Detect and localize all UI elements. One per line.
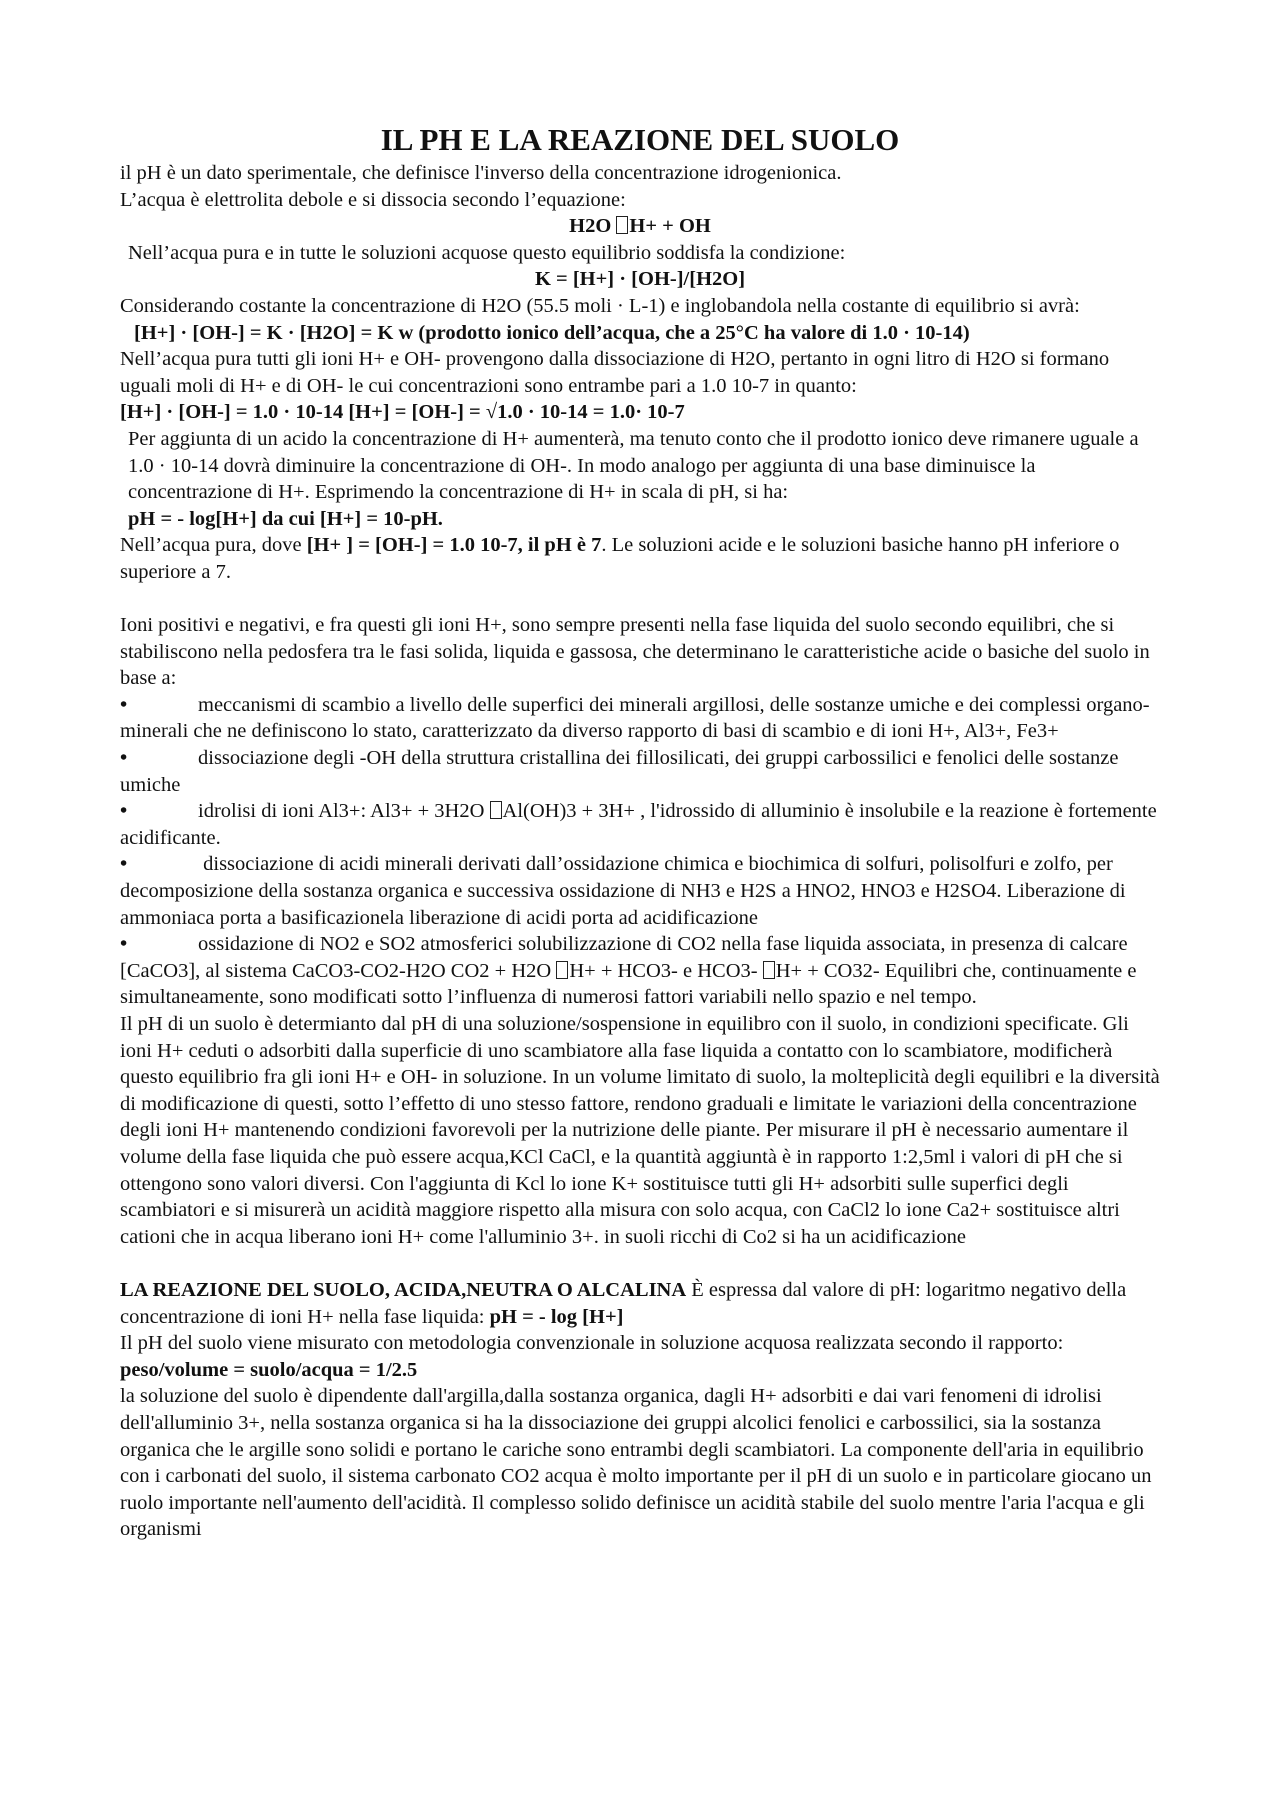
bullet-item-dissociation	[120, 745, 1160, 798]
intro-line-7-bold: [H+ ] = [OH-] = 1.0 10-7, il pH è 7	[306, 534, 602, 557]
bullet-text-start: idrolisi di ioni Al3+: Al3+ + 3H2O	[198, 800, 490, 823]
intro-line-7	[120, 532, 1160, 585]
bullet-text: meccanismi di scambio a livello delle superfici dei minerali argillosi, delle sostanze umiche e dei complessi organo-minerali che ne definiscono lo stato, caratterizzato da diverso rapporto di basi di scambio e di ioni H+, Al3+, Fe3+	[120, 693, 1150, 743]
equation-constant: K = [H+] · [OH-]/[H2O]	[534, 268, 746, 291]
bullet-text-middle: H+ + HCO3- e HCO3-	[569, 959, 763, 982]
intro-line-4: Considerando costante la concentrazione di H2O (55.5 moli · L-1) e inglobandola nella costante di equilibrio si avrà:	[120, 294, 1080, 317]
spacer	[120, 586, 1160, 613]
document-page	[120, 120, 1160, 1543]
equation-dissociation	[120, 213, 1160, 240]
bullet-icon: •	[120, 853, 128, 876]
equilibrium-arrow-icon	[763, 961, 775, 979]
bullet-text-end: Al(OH)3 + 3H+ , l'idrossido di alluminio è insolubile e la reazione è fortemente acidificante.	[120, 800, 1157, 849]
intro-line-1: il pH è un dato sperimentale, che definisce l'inverso della concentrazione idrogenionica.	[120, 162, 842, 184]
intro-line-7-start: Nell’acqua pura, dove	[120, 534, 307, 557]
spacer	[120, 1250, 1160, 1277]
equation-right: H+ + OH	[629, 215, 711, 238]
ratio-formula: peso/volume = suolo/acqua = 1/2.5	[120, 1358, 418, 1381]
intro-line-6: Per aggiunta di un acido la concentrazione di H+ aumenterà, ma tenuto conto che il prodotto ionico deve rimanere uguale a 1.0 · 10-14 dovrà diminuire la concentrazione di OH-. In modo analogo per aggiunta di una base diminuisce la concentrazione di H+. Esprimendo la concentrazione di H+ in scala di pH, si ha:	[128, 427, 1139, 504]
bullet-icon: •	[120, 800, 128, 823]
bullet-icon: •	[120, 693, 128, 716]
bullet-text: dissociazione di acidi minerali derivati dall’ossidazione chimica e biochimica di solfuri, polisolfuri e zolfo, per decomposizione della sostanza organica e successiva ossidazione di NH3 e H2S a HNO2, HNO3 e H2SO4. Liberazione di ammoniaca porta a basificazionela liberazione di acidi porta ad acidificazione	[120, 853, 1126, 929]
intro-line-7-end: . Le soluzioni acide e le soluzioni basiche hanno pH inferiore o superiore a 7.	[120, 534, 1120, 583]
equation-left: H2O	[569, 215, 612, 238]
equation-neutral: [H+] · [OH-] = 1.0 · 10-14 [H+] = [OH-] = √1.0 · 10-14 = 1.0· 10-7	[120, 401, 685, 424]
bullet-text-end: H+ + CO32- Equilibri che, continuamente e simultaneamente, sono modificati sotto l’influenza di numerosi fattori variabili nello spazio e nel tempo.	[120, 959, 1137, 1009]
section-heading: LA REAZIONE DEL SUOLO, ACIDA,NEUTRA O ALCALINA	[120, 1278, 687, 1301]
ratio-paragraph	[120, 1330, 1160, 1383]
bullet-text: dissociazione degli -OH della struttura cristallina dei fillosilicati, dei gruppi carbossilici e fenolici delle sostanze umiche	[120, 747, 1119, 796]
intro-line-3: Nell’acqua pura e in tutte le soluzioni acquose questo equilibrio soddisfa la condizione:	[128, 241, 846, 264]
equilibrium-arrow-icon	[556, 961, 568, 979]
bullet-item-hydrolysis	[120, 798, 1160, 851]
equation-kw: [H+] · [OH-] = K · [H2O] = K w (prodotto ionico dell’acqua, che a 25°C ha valore di 1.0 · 10-14)	[134, 321, 970, 344]
bullet-icon: •	[120, 747, 128, 770]
soil-solution-paragraph: la soluzione del suolo è dipendente dall'argilla,dalla sostanza organica, dagli H+ adsorbiti e dai vari fenomeni di idrolisi dell'alluminio 3+, nella sostanza organica si ha la dissociazione dei gruppi alcolici fenolici e carbossilici, sia la sostanza organica che le argille sono solidi e portano le cariche sono entrambi degli scambiatori. La componente dell'aria in equilibrio con i carbonati del suolo, il sistema carbonato CO2 acqua è molto importante per il pH di un suolo e in particolare giocano un ruolo importante nell'aumento dell'acidità. Il complesso solido definisce un acidità stabile del suolo mentre l'aria l'acqua e gli organismi	[120, 1385, 1152, 1541]
ph-formula: pH = - log [H+]	[489, 1305, 624, 1328]
reaction-paragraph	[120, 1277, 1160, 1330]
equilibrium-arrow-icon	[616, 216, 628, 234]
bullet-item-exchange	[120, 692, 1160, 745]
equilibrium-arrow-icon	[490, 801, 502, 819]
ph-measurement-paragraph: Il pH di un suolo è determianto dal pH di una soluzione/sospensione in equilibro con il suolo, in condizioni specificate. Gli ioni H+ ceduti o adsorbiti dalla superficie di uno scambiatore alla fase liquida a contatto con lo scambiatore, modificherà questo equilibrio fra gli ioni H+ e OH- in soluzione. In un volume limitato di suolo, la molteplicità degli equilibri e la diversità di modificazione di questi, sotto l’effetto di uno stesso fattore, rendono graduali e limitate le variazioni della concentrazione degli ioni H+ mantenendo condizioni favorevoli per la nutrizione delle piante. Per misurare il pH è necessario aumentare il volume della fase liquida che può essere acqua,KCl CaCl, e la quantità aggiuntà è in rapporto 1:2,5ml i valori di pH che si ottengono sono valori diversi. Con l'aggiunta di Kcl lo ione K+ sostituisce tutti gli H+ adsorbiti sulle superfici degli scambiatori e si misurerà un acidità maggiore rispetto alla misura con solo acqua, con CaCl2 lo ione Ca2+ sostituisce altri cationi che in acqua liberano ioni H+ come l'alluminio 3+. in suoli ricchi di Co2 si ha un acidificazione	[120, 1013, 1160, 1248]
bullet-item-oxidation	[120, 931, 1160, 1011]
document-title: IL PH E LA REAZIONE DEL SUOLO	[380, 122, 900, 157]
bullet-text-start: ossidazione di NO2 e SO2 atmosferici solubilizzazione di CO2 nella fase liquida associata, in presenza di calcare [CaCO3], al sistema CaCO3-CO2-H2O CO2 + H2O	[120, 933, 1128, 982]
bullet-item-acids	[120, 851, 1160, 931]
ions-intro: Ioni positivi e negativi, e fra questi gli ioni H+, sono sempre presenti nella fase liquida del suolo secondo equilibri, che si stabiliscono nella pedosfera tra le fasi solida, liquida e gassosa, che determinano le caratteristiche acide o basiche del suolo in base a:	[120, 614, 1150, 690]
bullet-icon: •	[120, 933, 128, 956]
reaction-text: È espressa dal valore di pH: logaritmo negativo della concentrazione di ioni H+ nella fase liquida:	[120, 1278, 1127, 1328]
ratio-text: Il pH del suolo viene misurato con metodologia convenzionale in soluzione acquosa realizzata secondo il rapporto:	[120, 1332, 1064, 1355]
intro-line-5: Nell’acqua pura tutti gli ioni H+ e OH- provengono dalla dissociazione di H2O, pertanto in ogni litro di H2O si formano uguali moli di H+ e di OH- le cui concentrazioni sono entrambe pari a 1.0 10-7 in quanto:	[120, 348, 1110, 397]
intro-line-2: L’acqua è elettrolita debole e si dissocia secondo l’equazione:	[120, 188, 626, 211]
equation-ph: pH = - log[H+] da cui [H+] = 10-pH.	[128, 507, 443, 530]
